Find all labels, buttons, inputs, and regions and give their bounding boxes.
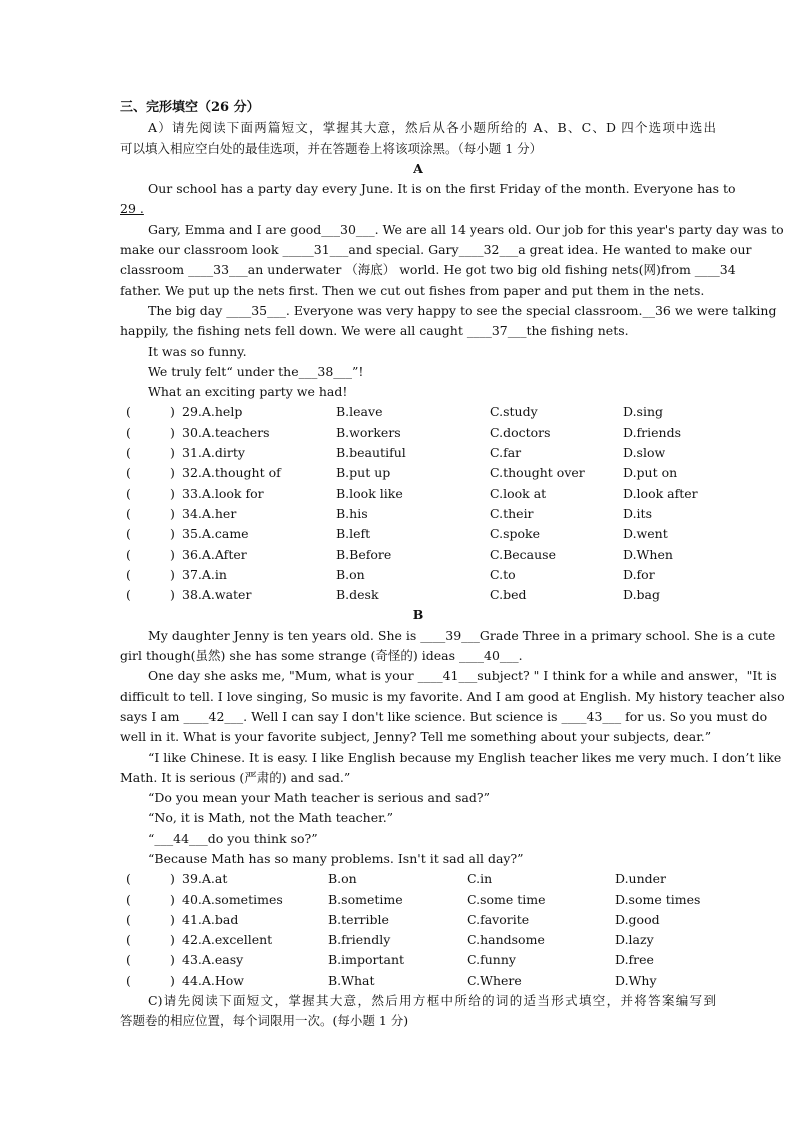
passage-a-line: 29 .: [120, 201, 144, 217]
passage-b-line: difficult to tell. I love singing, So music is my favorite. And I am good at English. My history teacher also: [120, 688, 785, 704]
passage-b-line: girl though(虽然) she has some strange (奇怪的) ideas ____40___.: [120, 648, 523, 664]
passage-a-line: make our classroom look _____31___and special. Gary____32___a great idea. He wanted to make our: [120, 242, 752, 258]
question-row: ( ) 33.A.look for B.look like C.look at D.look after: [126, 485, 698, 501]
passage-a-line: father. We put up the nets first. Then we cut out fishes from paper and put them in the nets.: [120, 282, 705, 298]
question-row: ( ) 30.A.teachers B.workers C.doctors D.friends: [126, 424, 682, 440]
passage-a-line: What an exciting party we had!: [148, 384, 348, 400]
passage-b-line: well in it. What is your favorite subject, Jenny? Tell me something about your subjects, dear.”: [120, 729, 712, 745]
question-row: ( ) 31.A.dirty B.beautiful C.far D.slow: [126, 445, 666, 461]
passage-a-line: Gary, Emma and I are good___30___. We are all 14 years old. Our job for this year's party day was to: [148, 221, 784, 237]
passage-a-heading: A: [413, 160, 423, 176]
question-row: ( ) 37.A.in B.on C.to D.for: [126, 566, 655, 582]
passage-a-line: Our school has a party day every June. It is on the first Friday of the month. Everyone has to: [148, 181, 736, 197]
question-row: ( ) 38.A.water B.desk C.bed D.bag: [126, 587, 661, 603]
question-row: ( ) 39.A.at B.on C.in D.under: [126, 871, 667, 887]
passage-a-line: We truly felt“ under the___38___”!: [148, 363, 364, 379]
section-title: 三、完形填空（26 分）: [120, 100, 260, 115]
passage-b-line: “No, it is Math, not the Math teacher.”: [148, 810, 394, 826]
question-row: ( ) 44.A.How B.What C.Where D.Why: [126, 972, 657, 988]
passage-b-line: One day she asks me, "Mum, what is your ____41___subject? " I think for a while and answer，"It is: [148, 668, 777, 684]
exam-page: [120, 98, 785, 1032]
passage-b-line: says I am ____42___. Well I can say I don't like science. But science is ____43___ for us. So you must do: [120, 708, 768, 724]
passage-a-line: happily, the fishing nets fell down. We were all caught ____37___the fishing nets.: [120, 323, 629, 339]
question-row: ( ) 29.A.help B.leave C.study D.sing: [126, 404, 664, 420]
passage-b-line: Math. It is serious (严肃的) and sad.”: [120, 769, 351, 785]
question-row: ( ) 35.A.came B.left C.spoke D.went: [126, 526, 668, 542]
passage-b-line: “Because Math has so many problems. Isn't it sad all day?”: [148, 850, 524, 866]
question-row: ( ) 36.A.After B.Before C.Because D.When: [126, 546, 673, 562]
passage-a-line: The big day ____35___. Everyone was very happy to see the special classroom.__36 we were talking: [148, 302, 777, 318]
question-row: ( ) 43.A.easy B.important C.funny D.free: [126, 952, 654, 968]
instructions-a-line-2: 可以填入相应空白处的最佳选项，并在答题卷上将该项涂黑。（每小题 1 分）: [120, 140, 543, 156]
passage-b-line: “___44___do you think so?”: [148, 830, 318, 846]
passage-b-line: “Do you mean your Math teacher is serious and sad?”: [148, 790, 490, 806]
passage-a-line: classroom ____33___an underwater （海底） world. He got two big old fishing nets(网)from ____34: [120, 262, 736, 278]
question-row: ( ) 34.A.her B.his C.their D.its: [126, 505, 652, 521]
instructions-c-line-2: 答题卷的相应位置，每个词限用一次。(每小题 1 分): [120, 1013, 409, 1029]
passage-a-line: It was so funny.: [148, 343, 247, 359]
question-row: ( ) 32.A.thought of B.put up C.thought over D.put on: [126, 465, 678, 481]
question-row: ( ) 40.A.sometimes B.sometime C.some time D.some times: [126, 891, 701, 907]
instructions-c-line-1: C)请先阅读下面短文，掌握其大意，然后用方框中所给的词的适当形式填空，并将答案编写到: [148, 993, 716, 1009]
instructions-a-line-1: A）请先阅读下面两篇短文，掌握其大意，然后从各小题所给的 A、B、C、D 四个选项中选出: [148, 120, 716, 136]
question-row: ( ) 42.A.excellent B.friendly C.handsome D.lazy: [126, 932, 654, 948]
passage-b-line: “I like Chinese. It is easy. I like English because my English teacher likes me very much. I don’t like: [148, 749, 782, 765]
question-row: ( ) 41.A.bad B.terrible C.favorite D.good: [126, 911, 660, 927]
passage-b-heading: B: [412, 607, 424, 623]
passage-b-line: My daughter Jenny is ten years old. She is ____39___Grade Three in a primary school. She is a cute: [148, 627, 776, 643]
